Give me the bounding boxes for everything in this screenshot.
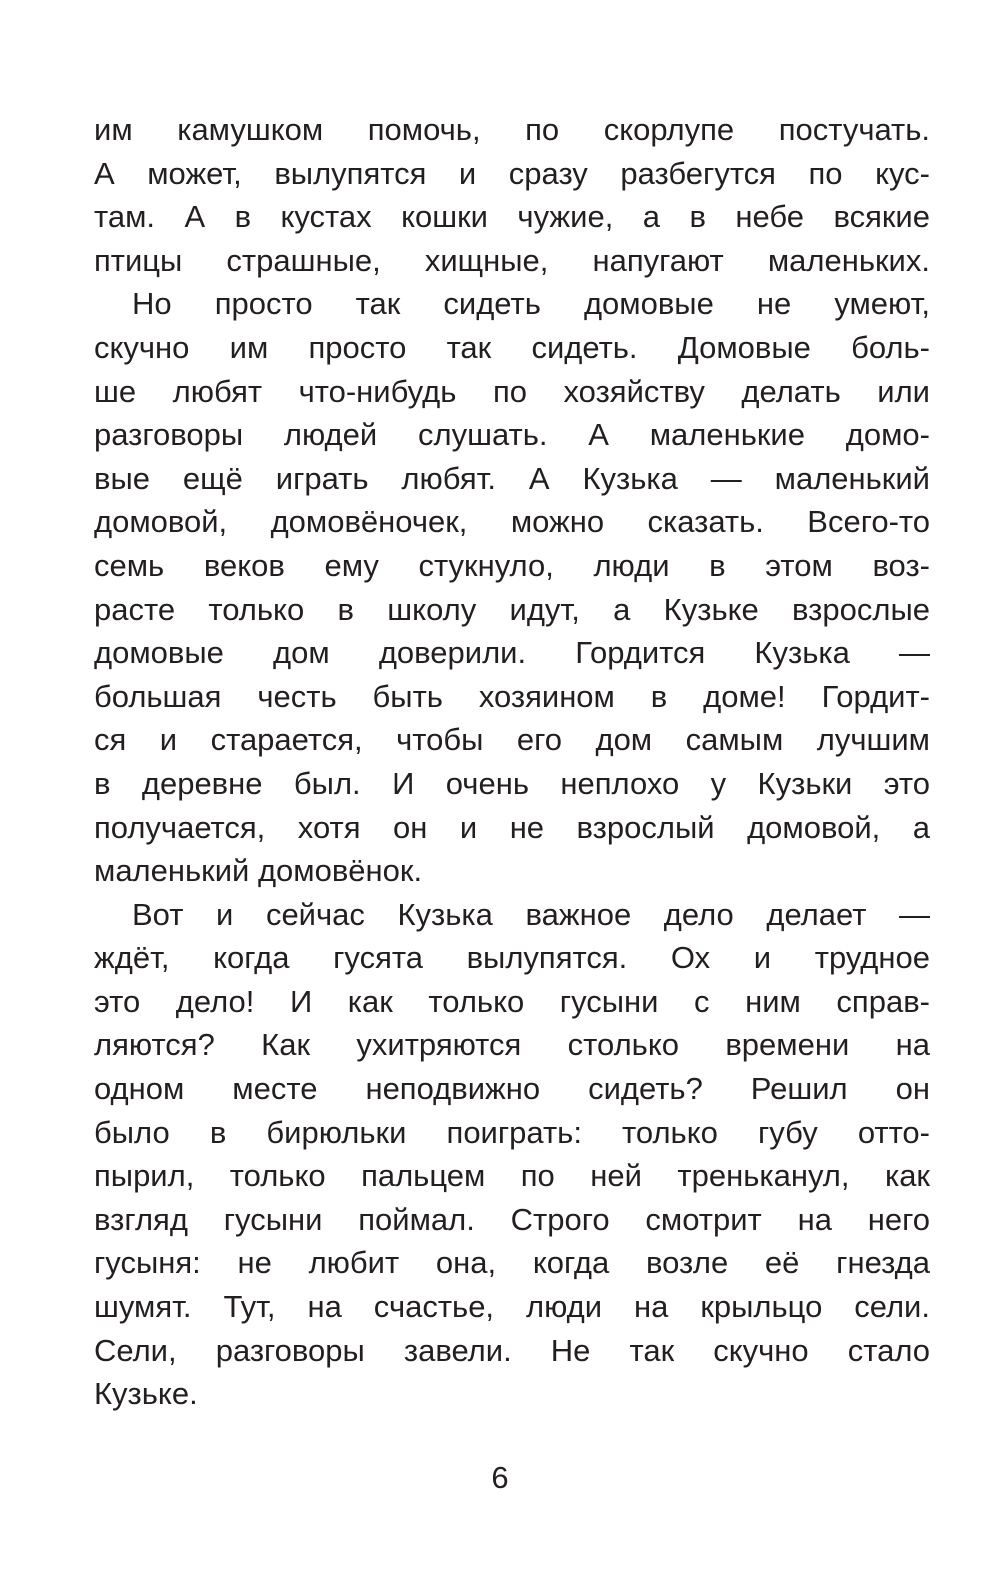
text-line: было в бирюльки поиграть: только губу отто- [94, 1114, 930, 1150]
text-block [94, 108, 930, 1416]
text-line: скучно им просто так сидеть. Домовые боль- [94, 329, 930, 365]
text-line: Вот и сейчас Кузька важное дело делает — [132, 896, 930, 932]
text-line: большая честь быть хозяином в доме! Гордит- [94, 678, 930, 714]
text-line: получается, хотя он и не взрослый домовой, а [94, 809, 930, 845]
text-line: пырил, только пальцем по ней треньканул, как [94, 1158, 930, 1194]
text-line: семь веков ему стукнуло, люди в этом воз- [94, 547, 930, 583]
paragraph-1 [94, 108, 930, 282]
text-line: Но просто так сидеть домовые не умеют, [132, 286, 930, 322]
text-line: ляются? Как ухитряются столько времени на [94, 1027, 930, 1063]
text-line: одном месте неподвижно сидеть? Решил он [94, 1071, 930, 1107]
text-line: Сели, разговоры завели. Не так скучно стало [94, 1332, 930, 1368]
text-line: это дело! И как только гусыни с ним справ- [94, 983, 930, 1019]
text-line: разговоры людей слушать. А маленькие домо- [94, 417, 930, 453]
paragraph-2 [94, 282, 930, 892]
text-line: ше любят что-нибудь по хозяйству делать или [94, 373, 930, 409]
text-line: в деревне был. И очень неплохо у Кузьки это [94, 765, 930, 801]
text-line: ждёт, когда гусята вылупятся. Ох и трудное [94, 940, 930, 976]
text-line: домовые дом доверили. Гордится Кузька — [94, 635, 930, 671]
text-line: расте только в школу идут, а Кузьке взрослые [94, 591, 930, 627]
text-line: маленький домовёнок. [94, 853, 423, 889]
text-line: гусыня: не любит она, когда возле её гнезда [94, 1245, 930, 1281]
paragraph-3 [94, 893, 930, 1416]
text-line: вые ещё играть любят. А Кузька — маленький [94, 460, 930, 496]
text-line: Кузьке. [94, 1376, 198, 1412]
text-line: им камушком помочь, по скорлупе постучать. [94, 112, 930, 147]
text-line: ся и старается, чтобы его дом самым лучшим [94, 722, 930, 758]
page-number: 6 [491, 1460, 509, 1495]
text-line: взгляд гусыни поймал. Строго смотрит на него [94, 1201, 930, 1237]
text-line: шумят. Тут, на счастье, люди на крыльцо сели. [94, 1289, 930, 1325]
text-line: там. А в кустах кошки чужие, а в небе всякие [94, 199, 930, 235]
text-line: птицы страшные, хищные, напугают маленьких. [94, 242, 930, 278]
text-line: домовой, домовёночек, можно сказать. Всего-то [94, 504, 930, 540]
text-line: А может, вылупятся и сразу разбегутся по кус- [94, 155, 930, 191]
